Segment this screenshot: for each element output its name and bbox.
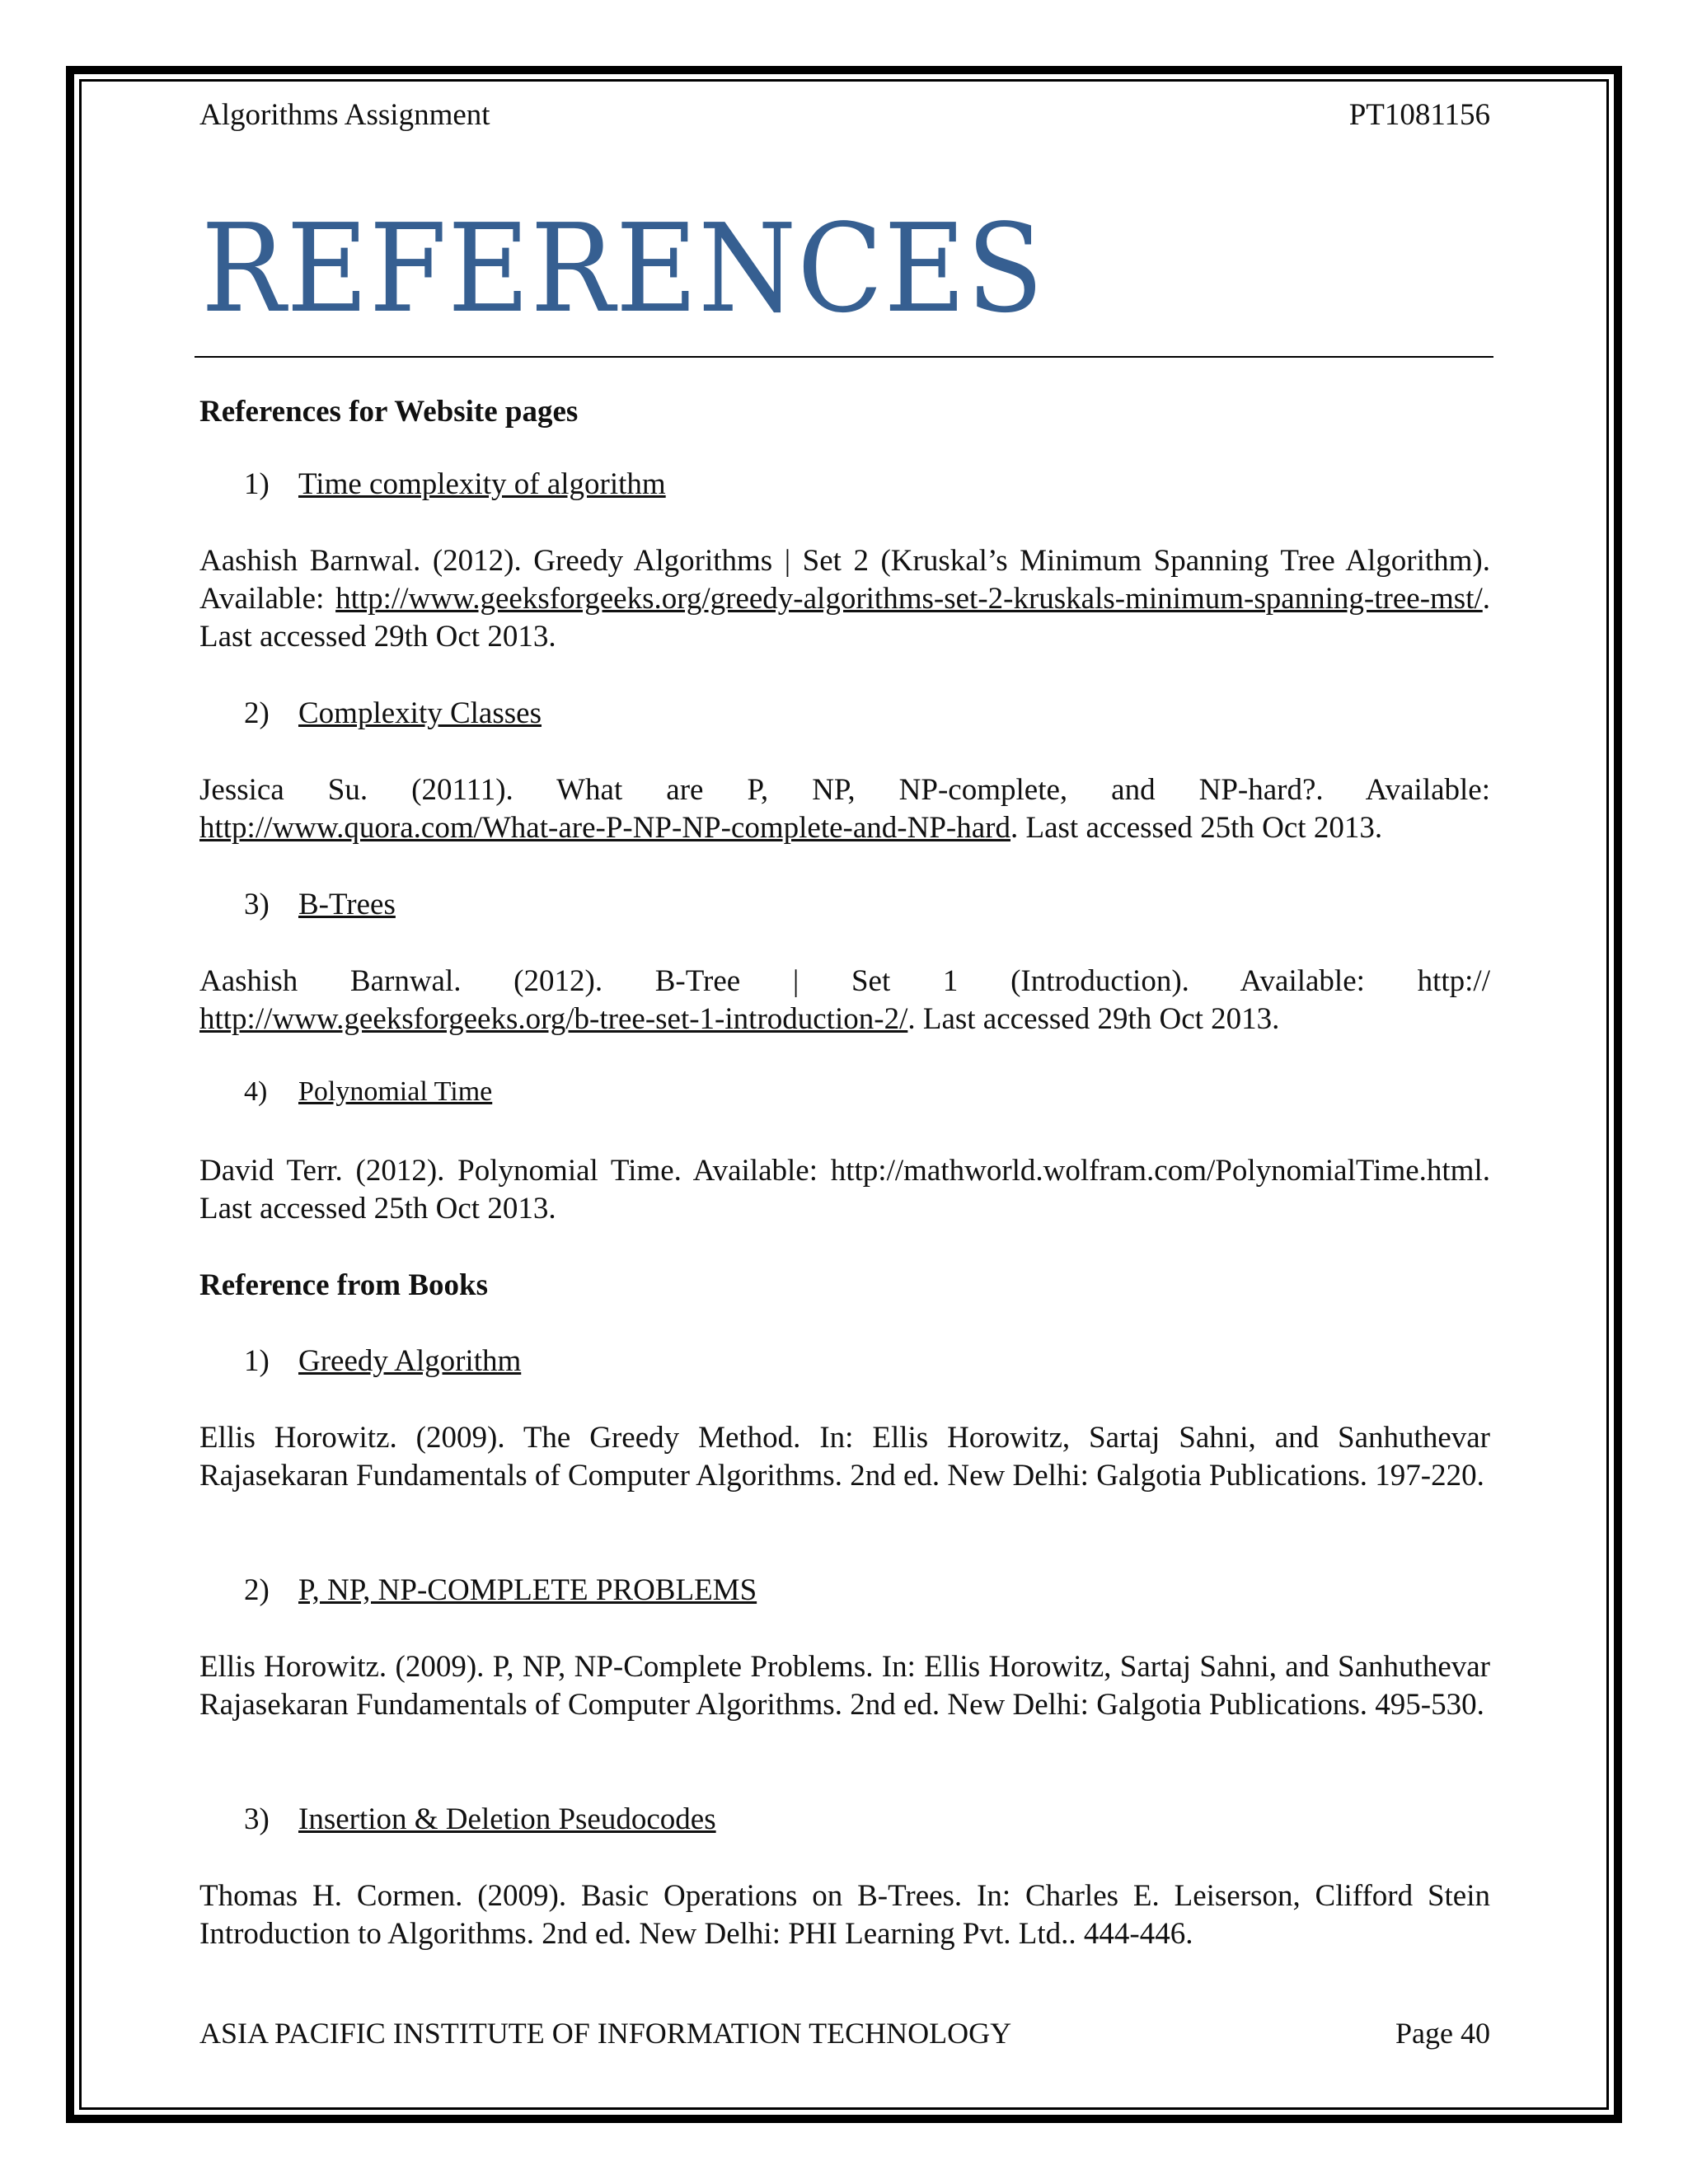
website-item-4-heading	[244, 1076, 492, 1108]
reference-text-end: . Last accessed 29th Oct 2013.	[199, 582, 1490, 654]
footer-institution: ASIA PACIFIC INSTITUTE OF INFORMATION TECHNOLOGY	[199, 2017, 1012, 2050]
item-number: 2)	[244, 696, 270, 730]
reference-text: David Terr. (2012). Polynomial Time. Available: http://mathworld.wolfram.com/PolynomialTime.html. Last accessed 25th Oct 2013.	[199, 1154, 1490, 1226]
item-number: 4)	[244, 1076, 268, 1107]
item-label: P, NP, NP-COMPLETE PROBLEMS	[298, 1573, 757, 1607]
header-left: Algorithms Assignment	[199, 98, 490, 132]
book-references-heading: Reference from Books	[199, 1268, 489, 1302]
header-right: PT1081156	[1348, 98, 1490, 132]
item-label: Insertion & Deletion Pseudocodes	[298, 1802, 716, 1836]
item-number: 3)	[244, 1802, 270, 1836]
website-reference-4	[199, 1152, 1490, 1228]
book-item-2-heading	[244, 1572, 757, 1608]
running-header	[199, 97, 1490, 133]
item-label: Polynomial Time	[298, 1076, 493, 1107]
book-item-1-heading	[244, 1343, 521, 1379]
website-reference-2	[199, 771, 1490, 847]
website-item-2-heading	[244, 696, 542, 731]
reference-link[interactable]: http://www.geeksforgeeks.org/b-tree-set-1-introduction-2/	[199, 1002, 908, 1036]
item-number: 3)	[244, 888, 270, 921]
title-divider	[195, 356, 1493, 358]
reference-link[interactable]: http://www.geeksforgeeks.org/greedy-algorithms-set-2-kruskals-minimum-spanning-tree-mst/	[335, 582, 1483, 616]
page-number: Page 40	[1395, 2017, 1490, 2050]
book-reference-2: Ellis Horowitz. (2009). P, NP, NP-Complete Problems. In: Ellis Horowitz, Sartaj Sahni, and Sanhuthevar Rajasekaran Fundamentals of Computer Algorithms. 2nd ed. New Delhi: Galgotia Publications. 495-530.	[199, 1650, 1490, 1722]
website-item-3-heading	[244, 887, 396, 922]
item-label: Time complexity of algorithm	[298, 467, 666, 501]
website-item-1-heading	[244, 466, 666, 502]
reference-link[interactable]: http://www.quora.com/What-are-P-NP-NP-complete-and-NP-hard	[199, 811, 1010, 845]
website-reference-3	[199, 963, 1490, 1038]
book-reference-3: Thomas H. Cormen. (2009). Basic Operations on B-Trees. In: Charles E. Leiserson, Clifford Stein Introduction to Algorithms. 2nd ed. New Delhi: PHI Learning Pvt. Ltd.. 444-446.	[199, 1879, 1490, 1951]
item-label: Greedy Algorithm	[298, 1344, 522, 1378]
page-footer	[199, 2016, 1490, 2050]
book-item-3-heading	[244, 1802, 716, 1837]
item-label: Complexity Classes	[298, 696, 542, 730]
item-number: 1)	[244, 1344, 270, 1378]
item-label: B-Trees	[298, 888, 396, 921]
page-title: REFERENCES	[201, 198, 1044, 340]
reference-text: Jessica Su. (20111). What are P, NP, NP-complete, and NP-hard?. Available:	[199, 773, 1490, 807]
website-references-heading: References for Website pages	[199, 395, 579, 429]
book-reference-1: Ellis Horowitz. (2009). The Greedy Method. In: Ellis Horowitz, Sartaj Sahni, and Sanhuthevar Rajasekaran Fundamentals of Computer Algorithms. 2nd ed. New Delhi: Galgotia Publications. 197-220.	[199, 1421, 1490, 1493]
website-reference-1	[199, 542, 1490, 656]
reference-text: Aashish Barnwal. (2012). B-Tree | Set 1 (Introduction). Available: http://	[199, 964, 1490, 998]
item-number: 2)	[244, 1573, 270, 1607]
reference-text-end: . Last accessed 29th Oct 2013.	[907, 1002, 1280, 1036]
reference-text: Aashish Barnwal. (2012). Greedy Algorithms | Set 2 (Kruskal’s Minimum Spanning Tree Algorithm). Available:	[199, 544, 1490, 616]
item-number: 1)	[244, 467, 270, 501]
reference-text-end: . Last accessed 25th Oct 2013.	[1010, 811, 1383, 845]
